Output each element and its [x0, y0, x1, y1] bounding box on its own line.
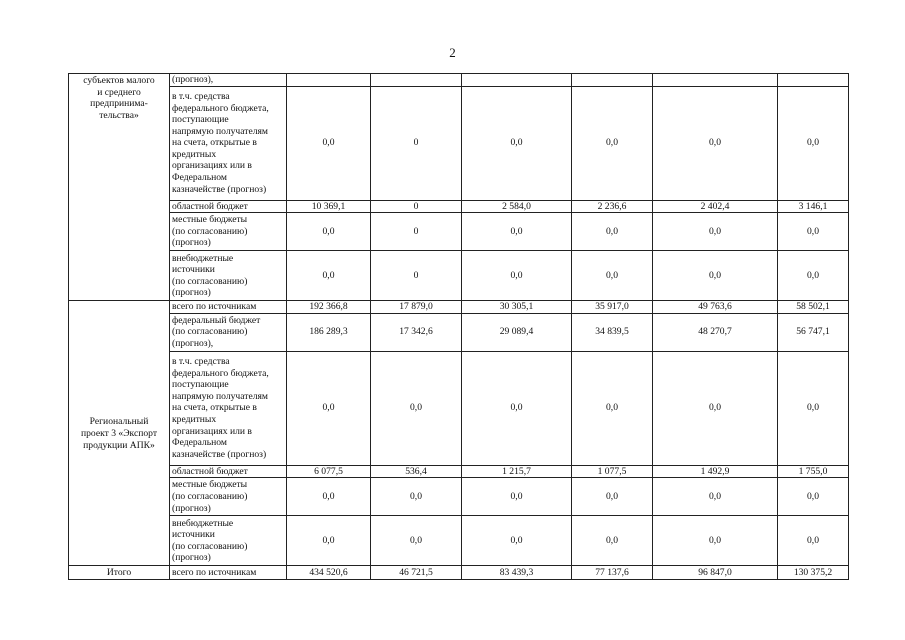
value-cell: 77 137,6 — [572, 566, 653, 580]
table-row — [69, 351, 849, 465]
value-cell: 1 492,9 — [653, 465, 778, 478]
value-cell: 0,0 — [462, 351, 572, 465]
value-cell: 0,0 — [778, 251, 849, 301]
value-cell: 0,0 — [572, 251, 653, 301]
value-cell: 0,0 — [778, 478, 849, 516]
value-cell: 1 077,5 — [572, 465, 653, 478]
value-cell: 30 305,1 — [462, 301, 572, 314]
value-cell: 0 — [371, 251, 462, 301]
value-cell: 17 342,6 — [371, 313, 462, 351]
value-cell: 0,0 — [653, 86, 778, 200]
value-cell: 2 236,6 — [572, 200, 653, 213]
value-cell: 0 — [371, 213, 462, 251]
funding-source: внебюджетные источники (по согласованию) (прогноз) — [170, 251, 287, 301]
value-cell: 0,0 — [462, 516, 572, 566]
value-cell: 0,0 — [778, 86, 849, 200]
section-name: Итого — [69, 566, 170, 580]
value-cell: 0,0 — [287, 213, 371, 251]
funding-source: внебюджетные источники (по согласованию) (прогноз) — [170, 516, 287, 566]
value-cell: 0,0 — [572, 478, 653, 516]
value-cell: 0,0 — [371, 351, 462, 465]
value-cell: 10 369,1 — [287, 200, 371, 213]
value-cell: 0,0 — [462, 251, 572, 301]
funding-source: местные бюджеты (по согласованию) (прогноз) — [170, 213, 287, 251]
funding-source: (прогноз), — [170, 74, 287, 87]
table-row — [69, 478, 849, 516]
funding-source: в т.ч. средства федерального бюджета, поступающие напрямую получателям на счета, открытые в кредитных организациях или в Федеральном казначействе (прогноз) — [170, 351, 287, 465]
value-cell: 0,0 — [572, 351, 653, 465]
table-row — [69, 465, 849, 478]
value-cell: 0,0 — [462, 478, 572, 516]
value-cell: 0,0 — [778, 516, 849, 566]
budget-table — [68, 73, 849, 580]
value-cell: 35 917,0 — [572, 301, 653, 314]
value-cell: 0,0 — [653, 213, 778, 251]
value-cell: 0,0 — [287, 478, 371, 516]
value-cell: 2 402,4 — [653, 200, 778, 213]
value-cell: 0,0 — [653, 251, 778, 301]
value-cell: 0,0 — [287, 251, 371, 301]
value-cell: 0,0 — [287, 86, 371, 200]
funding-source: всего по источникам — [170, 566, 287, 580]
value-cell: 17 879,0 — [371, 301, 462, 314]
value-cell — [778, 74, 849, 87]
value-cell: 58 502,1 — [778, 301, 849, 314]
value-cell: 56 747,1 — [778, 313, 849, 351]
value-cell: 130 375,2 — [778, 566, 849, 580]
funding-source: федеральный бюджет (по согласованию) (прогноз), — [170, 313, 287, 351]
value-cell: 536,4 — [371, 465, 462, 478]
value-cell — [371, 74, 462, 87]
funding-source: всего по источникам — [170, 301, 287, 314]
table-row — [69, 251, 849, 301]
value-cell: 1 215,7 — [462, 465, 572, 478]
value-cell — [287, 74, 371, 87]
value-cell: 0,0 — [653, 516, 778, 566]
value-cell: 0 — [371, 86, 462, 200]
value-cell: 0,0 — [653, 351, 778, 465]
value-cell: 0,0 — [778, 213, 849, 251]
value-cell: 48 270,7 — [653, 313, 778, 351]
page-number: 2 — [449, 45, 456, 60]
value-cell: 192 366,8 — [287, 301, 371, 314]
value-cell: 186 289,3 — [287, 313, 371, 351]
value-cell: 96 847,0 — [653, 566, 778, 580]
section-name: субъектов малого и среднего предпринима- тельства» — [69, 74, 170, 301]
value-cell: 3 146,1 — [778, 200, 849, 213]
table-row — [69, 74, 849, 87]
funding-source: в т.ч. средства федерального бюджета, поступающие напрямую получателям на счета, открытые в кредитных организациях или в Федеральном казначействе (прогноз) — [170, 86, 287, 200]
table-row — [69, 313, 849, 351]
value-cell: 0,0 — [572, 86, 653, 200]
value-cell: 6 077,5 — [287, 465, 371, 478]
value-cell: 0,0 — [572, 213, 653, 251]
value-cell: 1 755,0 — [778, 465, 849, 478]
table-row — [69, 200, 849, 213]
value-cell: 0,0 — [572, 516, 653, 566]
value-cell: 2 584,0 — [462, 200, 572, 213]
table-row — [69, 213, 849, 251]
value-cell: 0,0 — [462, 213, 572, 251]
section-name: Региональный проект 3 «Экспорт продукции АПК» — [69, 301, 170, 566]
table-row — [69, 566, 849, 580]
funding-source: местные бюджеты (по согласованию) (прогноз) — [170, 478, 287, 516]
value-cell: 0,0 — [653, 478, 778, 516]
value-cell: 0,0 — [462, 86, 572, 200]
value-cell: 34 839,5 — [572, 313, 653, 351]
value-cell — [462, 74, 572, 87]
value-cell: 83 439,3 — [462, 566, 572, 580]
value-cell — [572, 74, 653, 87]
value-cell — [653, 74, 778, 87]
value-cell: 0,0 — [371, 516, 462, 566]
value-cell: 0,0 — [371, 478, 462, 516]
value-cell: 0,0 — [287, 351, 371, 465]
value-cell: 0,0 — [287, 516, 371, 566]
table-row — [69, 86, 849, 200]
value-cell: 434 520,6 — [287, 566, 371, 580]
table-row — [69, 516, 849, 566]
value-cell: 29 089,4 — [462, 313, 572, 351]
value-cell: 0 — [371, 200, 462, 213]
funding-source: областной бюджет — [170, 200, 287, 213]
value-cell: 49 763,6 — [653, 301, 778, 314]
table-row — [69, 301, 849, 314]
value-cell: 0,0 — [778, 351, 849, 465]
value-cell: 46 721,5 — [371, 566, 462, 580]
funding-source: областной бюджет — [170, 465, 287, 478]
